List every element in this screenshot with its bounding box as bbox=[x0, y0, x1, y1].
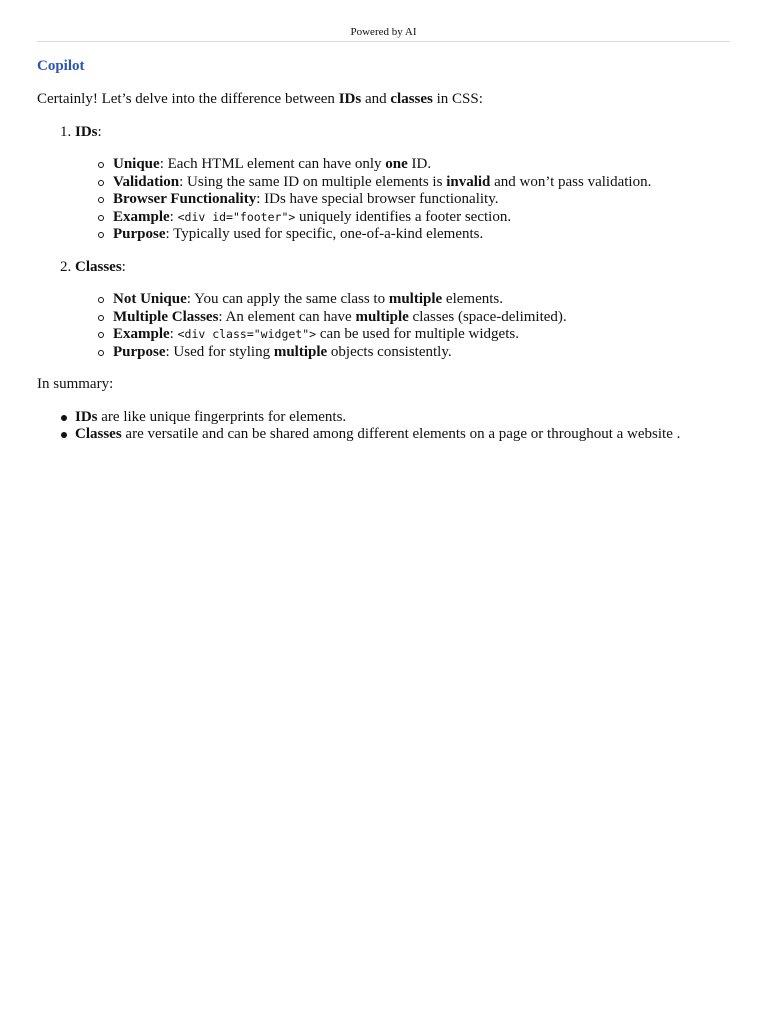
section-number: 2. bbox=[60, 258, 72, 275]
item-text: uniquely identifies a footer section. bbox=[295, 208, 512, 225]
section-number: 1. bbox=[60, 123, 72, 140]
ids-detail-list bbox=[75, 156, 731, 244]
list-item bbox=[113, 309, 731, 327]
item-term: Example bbox=[113, 326, 170, 342]
intro-paragraph bbox=[37, 91, 731, 109]
item-term: Purpose bbox=[113, 343, 166, 360]
item-term: Classes bbox=[75, 426, 122, 442]
list-item bbox=[113, 326, 731, 344]
item-term: Example bbox=[113, 208, 170, 225]
item-text: : Used for styling bbox=[165, 343, 274, 360]
comparison-list bbox=[37, 124, 731, 362]
list-item bbox=[113, 209, 731, 227]
intro-and-text: and bbox=[361, 91, 391, 107]
item-term: Unique bbox=[113, 156, 160, 172]
item-emphasis: multiple bbox=[273, 343, 328, 360]
section-classes bbox=[60, 258, 731, 362]
list-item bbox=[113, 156, 731, 174]
list-item bbox=[113, 226, 731, 244]
item-text: objects consistently. bbox=[327, 343, 452, 360]
assistant-name: Copilot bbox=[37, 58, 85, 74]
item-text: ID. bbox=[407, 156, 432, 172]
list-item bbox=[113, 344, 731, 362]
summary-list bbox=[37, 409, 731, 444]
item-text: : An element can have bbox=[218, 308, 356, 325]
item-text: : You can apply the same class to bbox=[186, 291, 389, 307]
item-emphasis: one bbox=[385, 156, 408, 172]
item-code-snippet: <div id="footer"> bbox=[177, 209, 296, 224]
item-text: classes (space-delimited). bbox=[408, 308, 567, 325]
list-item bbox=[75, 426, 731, 444]
section-title-suffix: : bbox=[121, 258, 126, 275]
intro-classes-term: classes bbox=[390, 91, 433, 107]
classes-detail-list bbox=[75, 291, 731, 361]
section-title bbox=[75, 259, 731, 277]
item-term: IDs bbox=[75, 408, 98, 425]
powered-by-header bbox=[37, 24, 730, 42]
intro-text: Certainly! Let’s delve into the difference between bbox=[37, 91, 339, 107]
item-text: are versatile and can be shared among different elements on a page or throughout a website . bbox=[121, 426, 681, 442]
item-text: : bbox=[169, 208, 178, 225]
item-text: : bbox=[169, 326, 178, 342]
item-text: : IDs have special browser functionality. bbox=[256, 191, 499, 207]
section-title bbox=[75, 124, 731, 142]
section-title-term: IDs bbox=[75, 123, 98, 140]
list-item bbox=[113, 291, 731, 309]
item-text: and won’t pass validation. bbox=[490, 173, 652, 190]
section-title-term: Classes bbox=[75, 258, 122, 275]
item-emphasis: multiple bbox=[355, 308, 409, 325]
item-term: Browser Functionality bbox=[113, 191, 257, 207]
item-emphasis: multiple bbox=[388, 291, 443, 307]
item-text: elements. bbox=[442, 291, 503, 307]
powered-by-text: Powered by AI bbox=[350, 26, 417, 38]
item-text: are like unique fingerprints for elements. bbox=[97, 408, 347, 425]
item-text: : Typically used for specific, one-of-a-kind elements. bbox=[165, 226, 484, 242]
intro-ids-term: IDs bbox=[338, 91, 362, 107]
item-text: : Using the same ID on multiple elements is bbox=[179, 173, 447, 190]
summary-label: In summary: bbox=[37, 376, 114, 392]
item-emphasis: invalid bbox=[446, 173, 491, 190]
item-term: Purpose bbox=[113, 226, 166, 242]
item-text: can be used for multiple widgets. bbox=[316, 326, 519, 342]
list-item bbox=[113, 174, 731, 192]
section-title-suffix: : bbox=[97, 123, 102, 140]
item-term: Multiple Classes bbox=[113, 308, 219, 325]
item-term: Validation bbox=[113, 173, 180, 190]
list-item bbox=[75, 409, 731, 427]
item-code-snippet: <div class="widget"> bbox=[177, 327, 317, 341]
intro-post-text: in CSS: bbox=[432, 91, 483, 107]
item-term: Not Unique bbox=[113, 291, 187, 307]
section-ids bbox=[60, 123, 731, 244]
list-item bbox=[113, 191, 731, 209]
response-content bbox=[37, 57, 731, 444]
item-text: : Each HTML element can have only bbox=[159, 156, 386, 172]
